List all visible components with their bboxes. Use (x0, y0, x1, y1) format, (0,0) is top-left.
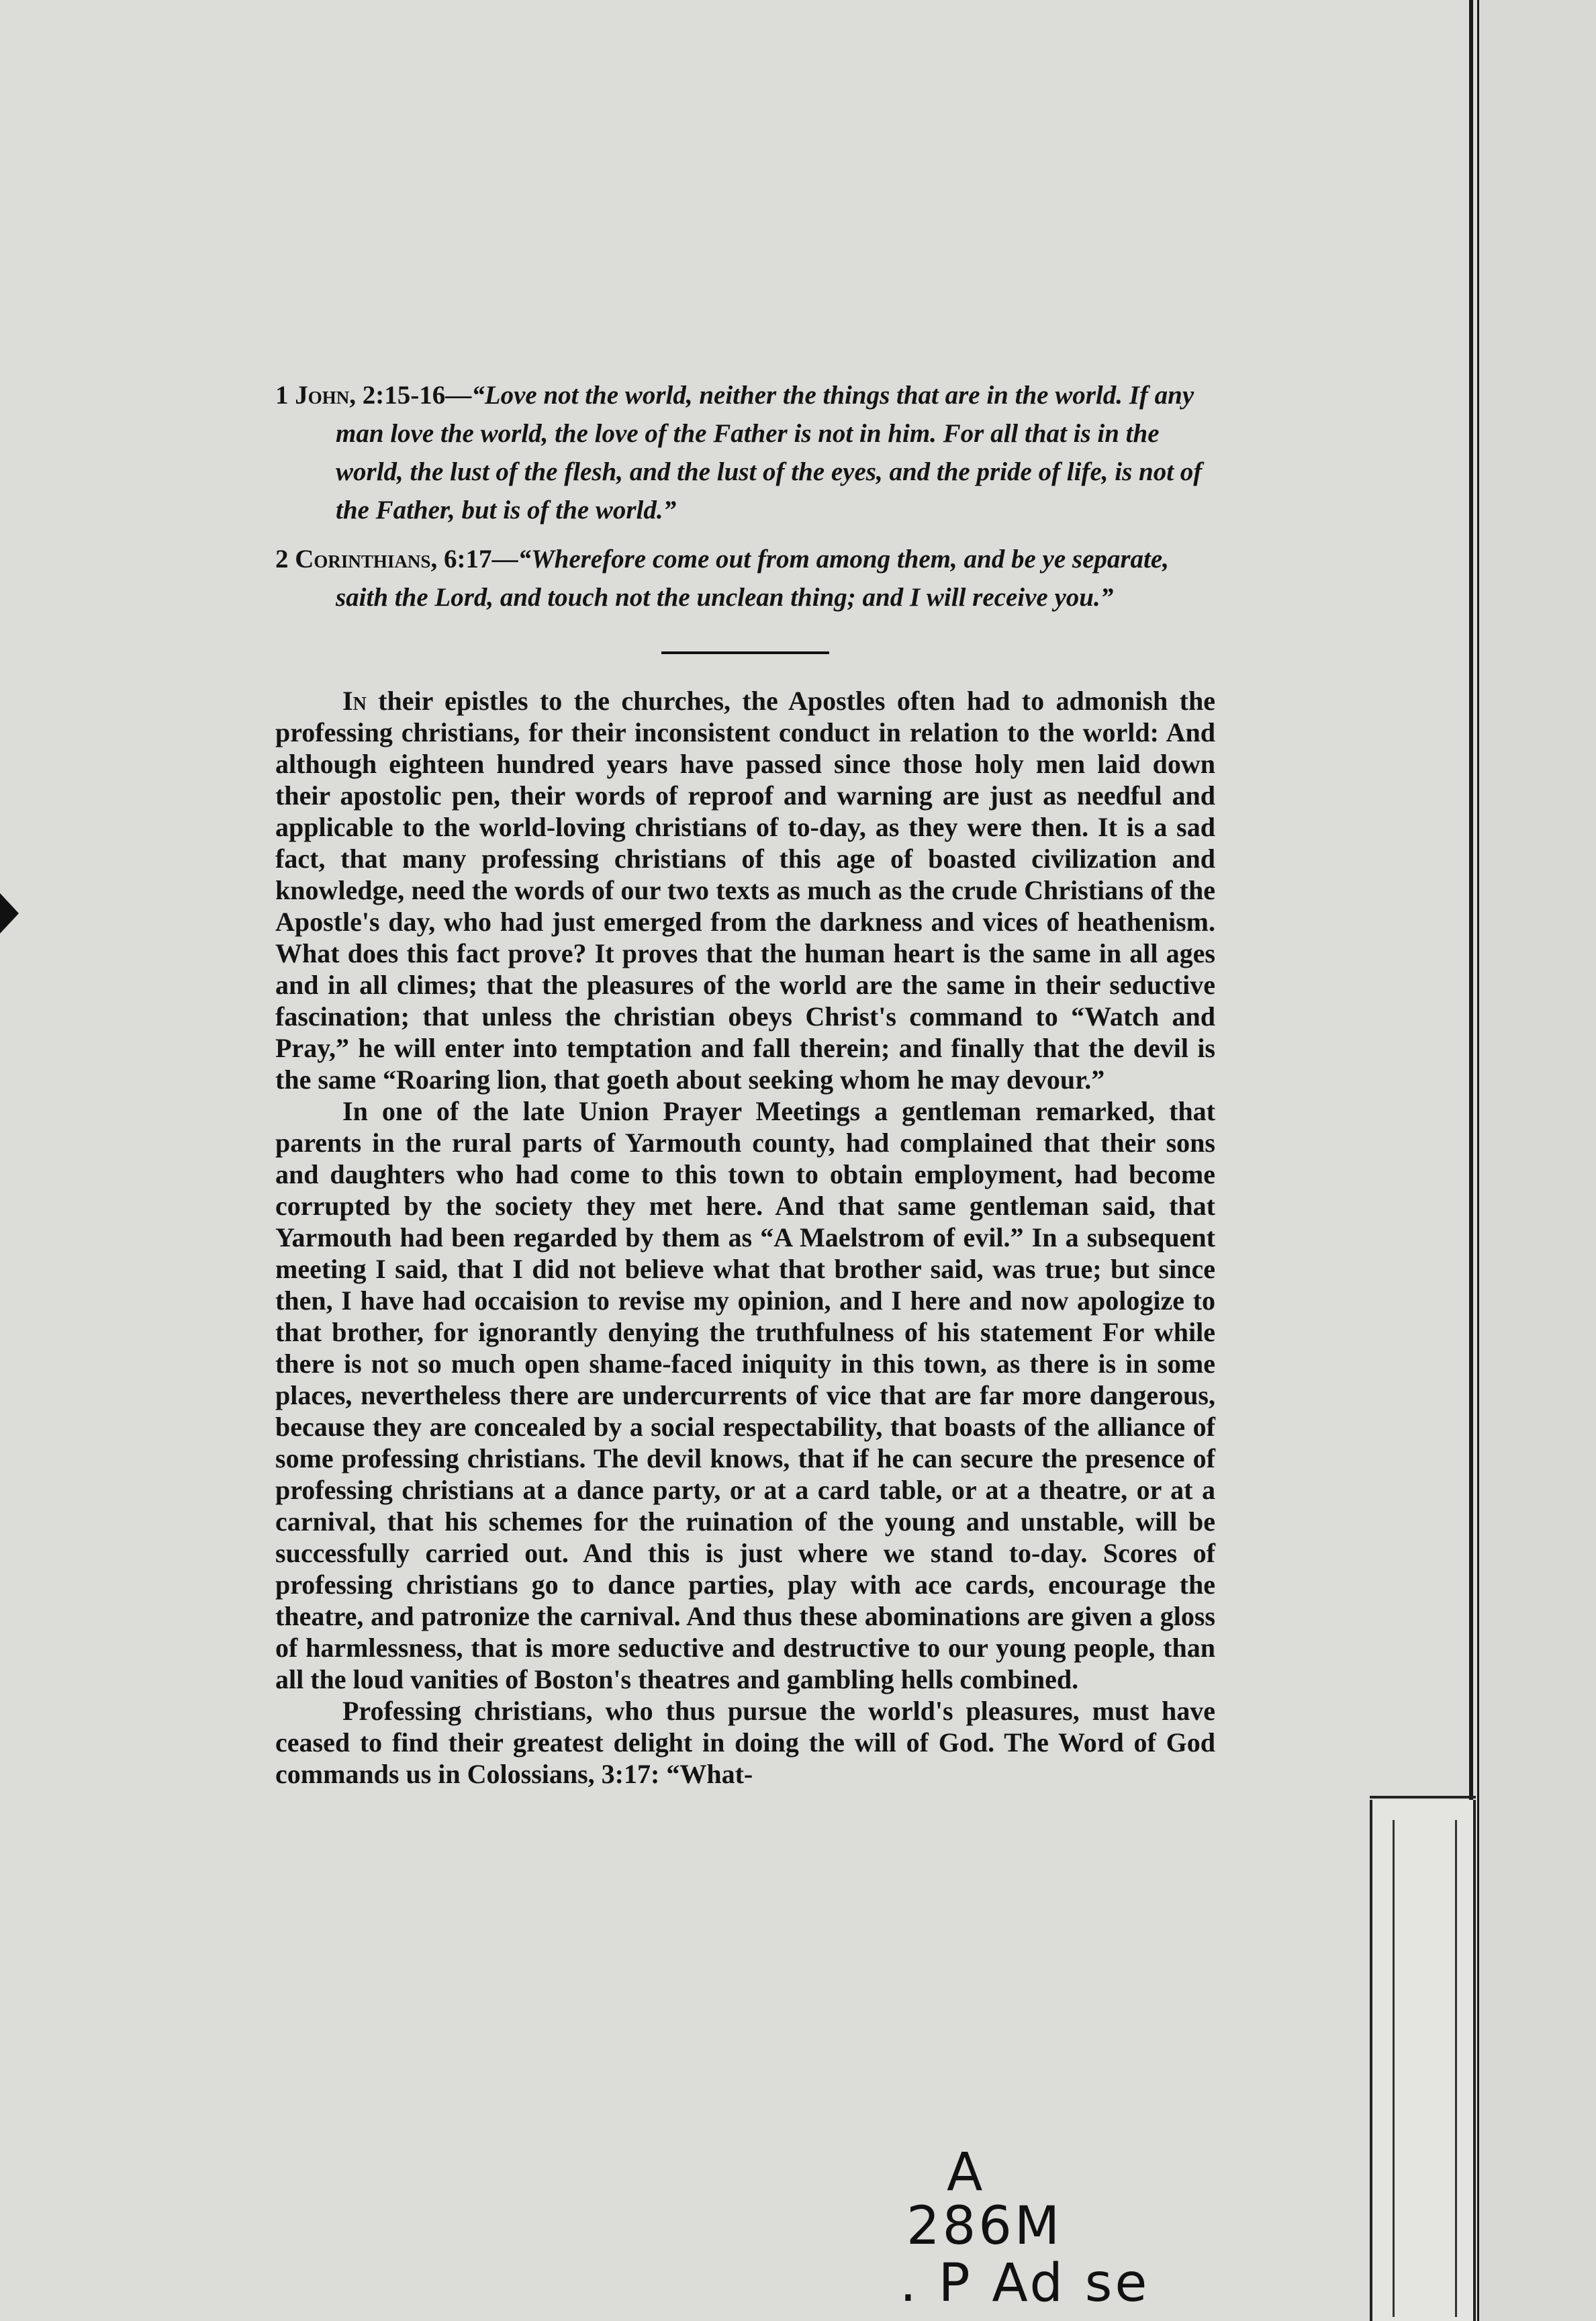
document-content (275, 376, 1215, 1790)
scripture-verse-1 (275, 376, 1215, 529)
paragraph-text: Professing christians, who thus pursue the world's pleasures, must have ceased to find their greatest delight in doing the will of God. The Word of God commands us in Colossians, 3:17: “What- (275, 1696, 1215, 1789)
sermon-body (275, 685, 1215, 1790)
handwritten-shelfmark-line-1: A (947, 2142, 986, 2203)
binding-tab (1370, 1800, 1476, 2321)
handwritten-shelfmark-line-2: 286M (906, 2196, 1063, 2257)
scripture-verse-2 (275, 540, 1215, 617)
verse-quote: “Wherefore come out from among them, and be ye separate, saith the Lord, and touch not the unclean thing; and I will receive you.” (336, 545, 1169, 612)
verse-reference (275, 381, 471, 410)
verse-quote: “Love not the world, neither the things that are in the world. If any man love the world, the love of the Father is not in him. For all that is in the world, the lust of the flesh, and the lust of the eyes, and the pride of life, is not of the Father, but is of the world.” (336, 381, 1203, 525)
handwritten-shelfmark-line-3: . P Ad se (900, 2253, 1150, 2314)
verse-reference (275, 545, 518, 574)
paragraph-2 (275, 1095, 1215, 1695)
paragraph-text: In one of the late Union Prayer Meetings a gentleman remarked, that parents in the rural parts of Yarmouth county, had complained that their sons and daughters who had come to this town to obtain employment, had become corrupted by the society they met here. And that same gentleman said, that Yarmouth had been regarded by them as “A Maelstrom of evil.” In a subsequent meeting I said, that I did not believe what that brother said, was true; but since then, I have had occaision to revise my opinion, and I here and now apologize to that brother, for ignorantly denying the truthfulness of his statement For while there is not so much open shame-faced iniquity in this town, as there is in some places, nevertheless there are undercurrents of vice that are far more dangerous, because they are concealed by a social respectability, that boasts of the alliance of some professing christians. The devil knows, that if he can secure the presence of professing christians at a dance party, or at a card table, or at a theatre, or at a carnival, that his schemes for the ruination of the young and unstable, will be successfully carried out. And this is just where we stand to-day. Scores of professing christians go to dance parties, play with ace cards, encourage the theatre, and patronize the carnival. And thus these abominations are given a gloss of harmlessness, that is more seductive and destructive to our young people, than all the loud vanities of Boston's theatres and gambling hells combined. (275, 1096, 1215, 1694)
section-divider (661, 651, 829, 654)
paragraph-lead-word: In (342, 686, 367, 716)
paragraph-3 (275, 1695, 1215, 1790)
verse-book: 2 Corinthians (275, 545, 431, 574)
verse-citation: , 2:15-16— (349, 381, 472, 410)
paragraph-text: their epistles to the churches, the Apostles often had to admonish the professing christians, for their inconsistent conduct in relation to the world: And although eighteen hundred years have passed since those holy men laid down their apostolic pen, their words of reproof and warning are just as needful and applicable to the world-loving christians of to-day, as they were then. It is a sad fact, that many professing christians of this age of boasted civilization and knowledge, need the words of our two texts as much as the crude Christians of the Apostle's day, who had just emerged from the darkness and vices of heathenism. What does this fact prove? It proves that the human heart is the same in all ages and in all climes; that the pleasures of the world are the same in their seductive fascination; that unless the christian obeys Christ's command to “Watch and Pray,” he will enter into temptation and fall therein; and finally that the devil is the same “Roaring lion, that goeth about seeking whom he may devour.” (275, 686, 1215, 1095)
paragraph-1 (275, 685, 1215, 1095)
page-edge-rule-thin (1477, 0, 1479, 2321)
verse-citation: , 6:17— (430, 545, 518, 574)
verse-book: 1 John (275, 381, 350, 410)
